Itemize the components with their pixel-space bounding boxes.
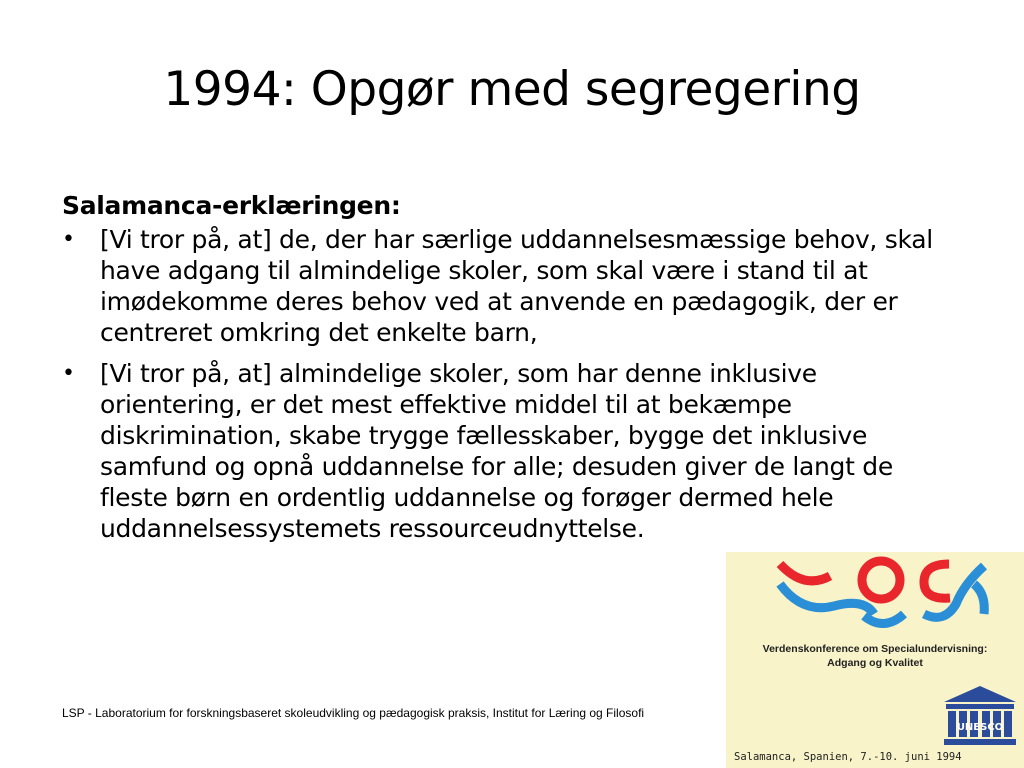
- conference-image: [726, 552, 1024, 768]
- conference-title-line: Verdenskonference om Specialundervisning:: [762, 643, 988, 655]
- conference-subtitle-line: Adgang og Kvalitet: [827, 657, 923, 669]
- bullet-icon: •: [62, 227, 75, 252]
- unesco-logo-icon: [940, 684, 1020, 748]
- bullet-text: [Vi tror på, at] almindelige skoler, som har denne inklusive orientering, er det mest effektive middel til at bekæmpe diskrimination, skabe trygge fællesskaber, bygge det inklusive samfund og opnå uddannelse for alle; desuden giver de langt de fleste børn en ordentlig uddannelse og forøger dermed hele uddannelsessystemets ressourceudnyttelse.: [100, 359, 893, 543]
- conference-title: [726, 642, 1024, 670]
- slide-body: [62, 190, 962, 554]
- bullet-icon: •: [62, 361, 75, 386]
- slide-title: 1994: Opgør med segregering: [163, 62, 861, 117]
- bullet-list: [62, 224, 962, 544]
- list-item: [62, 224, 962, 348]
- footer-text: LSP - Laboratorium for forskningsbaseret skoleudvikling og pædagogisk praksis, Institut for Læring og Filosofi: [62, 706, 645, 720]
- conference-logo-icon: [774, 554, 989, 634]
- unesco-logo-text: UNESCO: [956, 722, 1004, 733]
- conference-location-date: Salamanca, Spanien, 7.-10. juni 1994: [734, 751, 962, 763]
- bullet-text: [Vi tror på, at] de, der har særlige uddannelsesmæssige behov, skal have adgang til almindelige skoler, som skal være i stand til at imødekomme deres behov ved at anvende en pædagogik, der er centreret omkring det enkelte barn,: [100, 225, 933, 347]
- list-item: [62, 358, 962, 544]
- subheading: Salamanca-erklæringen:: [62, 191, 401, 220]
